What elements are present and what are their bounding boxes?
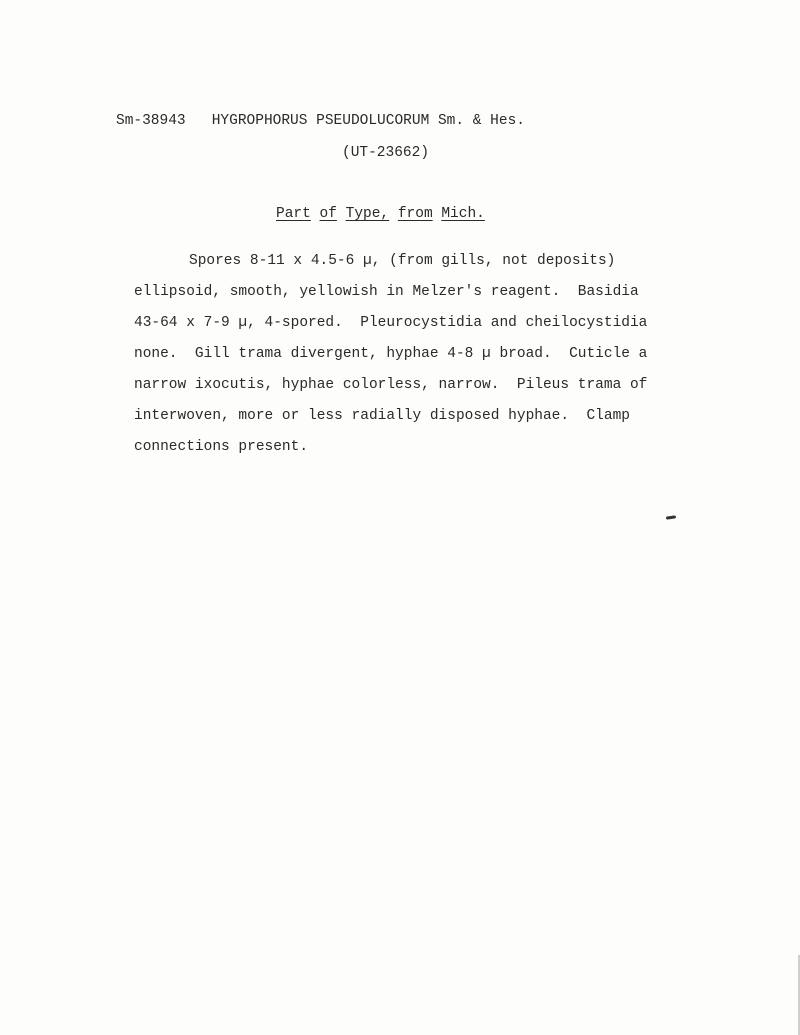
subtitle-word: of: [319, 206, 337, 222]
body-line: 43-64 x 7-9 µ, 4-spored. Pleurocystidia and cheilocystidia: [134, 315, 648, 331]
body-line: none. Gill trama divergent, hyphae 4-8 µ broad. Cuticle a: [134, 346, 648, 362]
body-line: interwoven, more or less radially disposed hyphae. Clamp: [134, 408, 630, 424]
specimen-number: Sm-38943: [116, 113, 186, 129]
subtitle-word: Part: [276, 206, 311, 222]
subtitle: [276, 205, 485, 223]
subtitle-word: Mich.: [441, 206, 485, 222]
body-line: Spores 8-11 x 4.5-6 µ, (from gills, not deposits): [189, 253, 616, 269]
body-line: connections present.: [134, 439, 309, 455]
species-name: HYGROPHORUS PSEUDOLUCORUM Sm. & Hes.: [211, 113, 525, 129]
body-line: ellipsoid, smooth, yellowish in Melzer's reagent. Basidia: [134, 284, 639, 300]
subtitle-word: from: [397, 206, 433, 222]
ink-mark: [666, 515, 676, 519]
header-line: [116, 112, 525, 130]
subtitle-word: Type,: [345, 206, 390, 222]
herbarium-id: (UT-23662): [342, 145, 430, 161]
body-line: narrow ixocutis, hyphae colorless, narrow. Pileus trama of: [134, 377, 648, 393]
